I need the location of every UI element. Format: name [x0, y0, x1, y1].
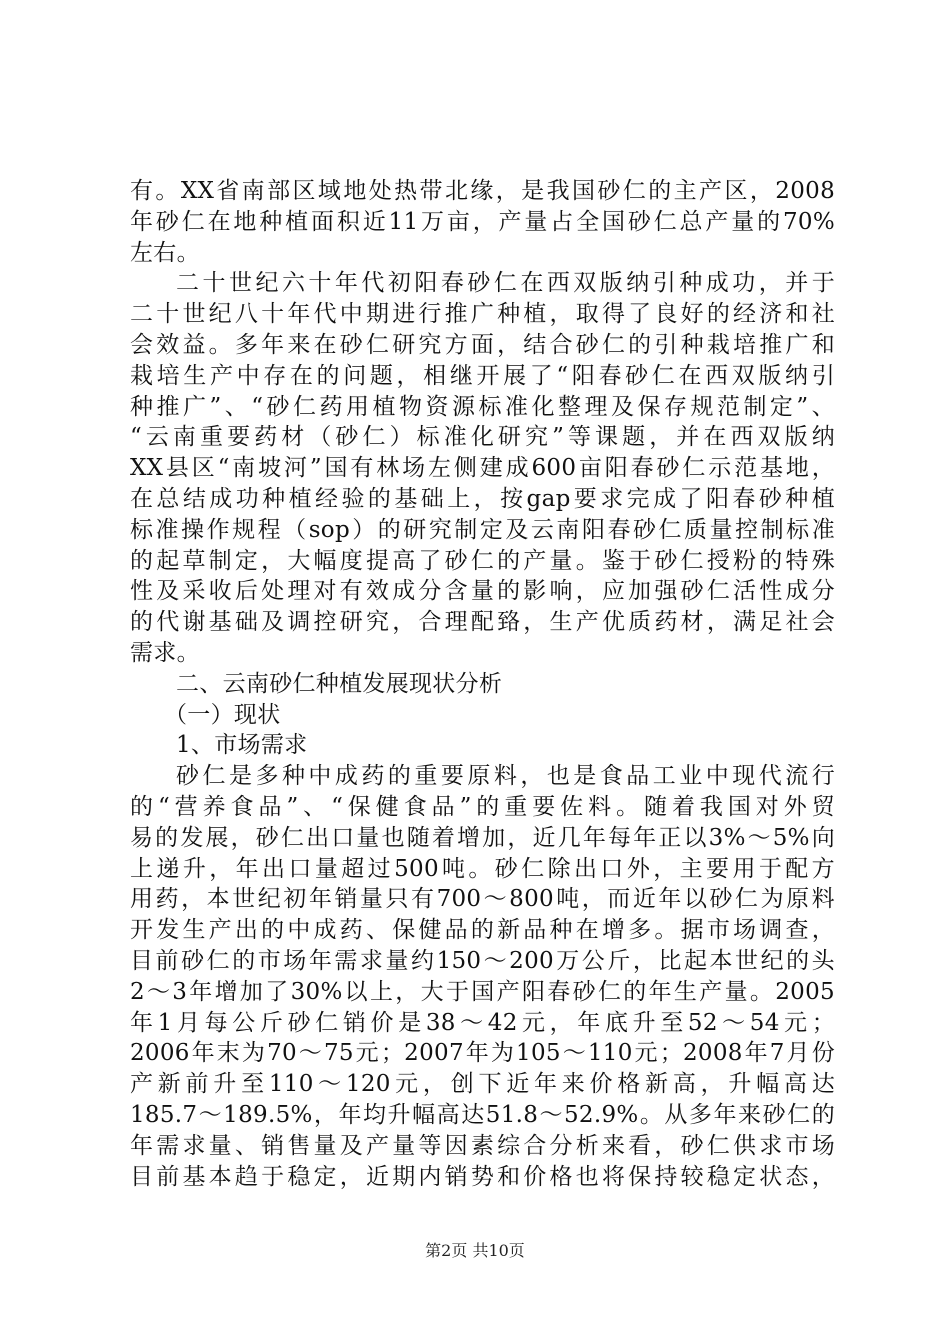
- text-line: 的“营养食品”、“保健食品”的重要佐料。随着我国对外贸: [130, 793, 835, 820]
- text-line: 会效益。多年来在砂仁研究方面，结合砂仁的引种栽培推广和: [130, 331, 835, 358]
- text-line: 2006年末为70～75元；2007年为105～110元；2008年7月份: [130, 1040, 835, 1067]
- text-line: 开发生产出的中成药、保健品的新品种在增多。据市场调查，: [130, 917, 835, 944]
- text-line: 产新前升至110～120元，创下近年来价格新高，升幅高达: [130, 1071, 835, 1098]
- text-line: 年1月每公斤砂仁销价是38～42元，年底升至52～54元；: [130, 1009, 835, 1036]
- text-line: 目前基本趋于稳定，近期内销势和价格也将保持较稳定状态，: [130, 1163, 835, 1190]
- text-line: 左右。: [130, 239, 200, 266]
- text-line: 2～3年增加了30%以上，大于国产阳春砂仁的年生产量。2005: [130, 978, 835, 1005]
- text-line: 185.7～189.5%，年均升幅高达51.8～52.9%。从多年来砂仁的: [130, 1101, 835, 1128]
- text-line: 上递升，年出口量超过500吨。砂仁除出口外，主要用于配方: [130, 855, 835, 882]
- section-heading: 二、云南砂仁种植发展现状分析: [176, 670, 503, 697]
- text-line: 有。XX省南部区域地处热带北缘，是我国砂仁的主产区，2008: [130, 178, 835, 204]
- item-heading: 1、市场需求: [176, 732, 308, 759]
- text-line: 在总结成功种植经验的基础上，按gap要求完成了阳春砂种植: [130, 485, 835, 512]
- subsection-heading: （一）现状: [164, 701, 281, 728]
- paragraph-first-line: 二十世纪六十年代初阳春砂仁在西双版纳引种成功，并于: [176, 270, 835, 297]
- text-line: 栽培生产中存在的问题，相继开展了“阳春砂仁在西双版纳引: [130, 362, 835, 389]
- text-line: “云南重要药材（砂仁）标准化研究”等课题，并在西双版纳: [130, 424, 835, 451]
- text-line: 的起草制定，大幅度提高了砂仁的产量。鉴于砂仁授粉的特殊: [130, 547, 835, 574]
- page-footer: [0, 1238, 950, 1261]
- text-line: XX县区“南坡河”国有林场左侧建成600亩阳春砂仁示范基地，: [130, 455, 835, 482]
- page-number-label: 第2页 共10页: [425, 1241, 525, 1260]
- text-line: 年砂仁在地种植面积近11万亩，产量占全国砂仁总产量的70%: [130, 208, 835, 235]
- text-line: 二十世纪八十年代中期进行推广种植，取得了良好的经济和社: [130, 301, 835, 328]
- text-line: 种推广”、“砂仁药用植物资源标准化整理及保存规范制定”、: [130, 393, 835, 420]
- text-line: 需求。: [130, 639, 200, 666]
- text-line: 性及采收后处理对有效成分含量的影响，应加强砂仁活性成分: [130, 578, 835, 605]
- text-line: 目前砂仁的市场年需求量约150～200万公斤，比起本世纪的头: [130, 947, 835, 974]
- paragraph-first-line: 砂仁是多种中成药的重要原料，也是食品工业中现代流行: [176, 763, 835, 790]
- text-line: 年需求量、销售量及产量等因素综合分析来看，砂仁供求市场: [130, 1132, 835, 1159]
- text-line: 的代谢基础及调控研究，合理配臵，生产优质药材，满足社会: [130, 609, 835, 636]
- text-line: 标准操作规程（sop）的研究制定及云南阳春砂仁质量控制标准: [130, 516, 835, 543]
- text-line: 用药，本世纪初年销量只有700～800吨，而近年以砂仁为原料: [130, 886, 835, 913]
- document-body: [130, 176, 835, 1192]
- text-line: 易的发展，砂仁出口量也随着增加，近几年每年正以3%～5%向: [130, 824, 835, 851]
